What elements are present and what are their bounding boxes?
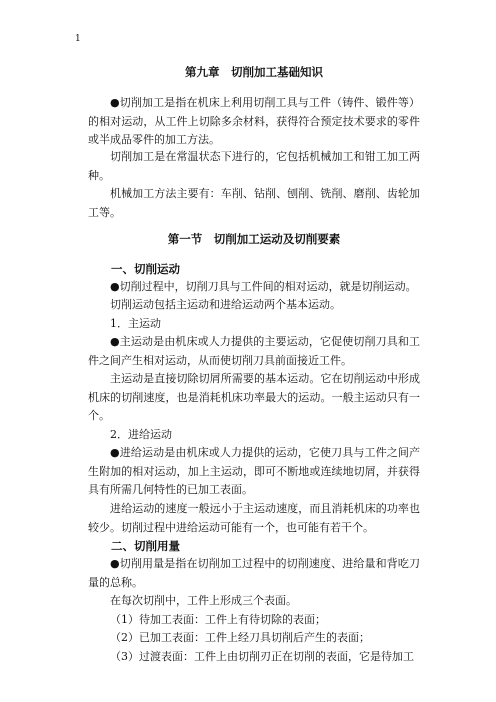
main-motion-label: 1．主运动 <box>110 317 161 330</box>
intro-paragraph-3: 机械加工方法主要有：车削、钻削、刨削、铣削、磨削、齿轮加工等。 <box>88 187 420 219</box>
surface-item-2: （2）已加工表面：工件上经刀具切削后产生的表面； <box>110 631 370 644</box>
heading-cutting-parameters: 二、切削用量 <box>111 539 180 553</box>
intro-paragraph-1: ●切削加工是指在机床上利用切削工具与工件（铸件、锻件等）的相对运动，从工件上切除多余材料，获得符合预定技术要求的零件或半成品零件的加工方法。 <box>88 96 420 146</box>
cutting-parameters-definition: ●切削用量是指在切削加工过程中的切削速度、进给量和背吃刀量的总称。 <box>88 557 420 589</box>
feed-motion-paragraph-2: 进给运动的速度一般远小于主运动速度，而且消耗机床的功率也较少。切削过程中进给运动可能有一个，也可能有若干个。 <box>88 502 420 534</box>
main-motion-paragraph-1: ●主运动是由机床或人力提供的主要运动，它促使切削刀具和工件之间产生相对运动，从而使切削刀具前面接近工件。 <box>88 335 420 367</box>
cutting-motion-definition: ●切削过程中，切削刀具与工件间的相对运动，就是切削运动。 <box>110 280 417 293</box>
page-number: 1 <box>75 34 81 44</box>
feed-motion-label: 2．进给运动 <box>110 428 172 441</box>
surface-item-3: （3）过渡表面：工件上由切削刃正在切削的表面，它是待加工 <box>110 650 414 663</box>
main-motion-paragraph-2: 主运动是直接切除切屑所需要的基本运动。它在切削运动中形成机床的切削速度，也是消耗机床功率最大的运动。一般主运动只有一个。 <box>88 372 420 422</box>
heading-cutting-motion: 一、切削运动 <box>111 262 180 276</box>
feed-motion-paragraph-1: ●进给运动是由机床或人力提供的运动，它使刀具与工件之间产生附加的相对运动，加上主运动，即可不断地或连续地切屑，并获得具有所需几何特性的已加工表面。 <box>88 446 420 496</box>
chapter-title: 第九章 切削加工基础知识 <box>185 65 323 79</box>
section-title: 第一节 切削加工运动及切削要素 <box>167 232 341 246</box>
surfaces-intro: 在每次切削中，工件上形成三个表面。 <box>110 594 297 607</box>
cutting-motion-types: 切削运动包括主运动和进给运动两个基本运动。 <box>110 298 341 311</box>
surface-item-1: （1）待加工表面：工件上有待切除的表面； <box>110 613 326 626</box>
intro-paragraph-2: 切削加工是在常温状态下进行的，它包括机械加工和钳工加工两种。 <box>88 150 420 182</box>
